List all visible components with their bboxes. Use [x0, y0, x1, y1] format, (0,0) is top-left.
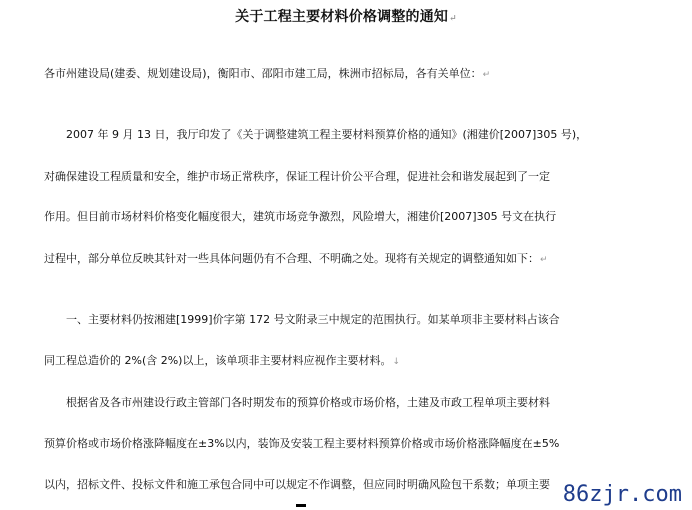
paragraph-line: 对确保建设工程质量和安全，维护市场正常秩序，保证工程计价公平合理，促进社会和谐发展起到了一定 — [44, 170, 550, 183]
title-text: 关于工程主要材料价格调整的通知 — [235, 9, 449, 25]
document-title — [0, 6, 692, 26]
watermark: 86zjr.com — [559, 482, 686, 508]
paragraph-line: 预算价格或市场价格涨降幅度在±3%以内，装饰及安装工程主要材料预算价格或市场价格涨降幅度在±5% — [44, 437, 560, 450]
paragraph-text: 同工程总造价的 2%(含 2%)以上，该单项非主要材料应视作主要材料。 — [44, 354, 392, 367]
paragraph-line: 作用。但目前市场材料价格变化幅度很大，建筑市场竞争激烈，风险增大，湘建价[2007]305 号文在执行 — [44, 210, 557, 223]
line-break-mark-icon: ↓ — [392, 357, 401, 367]
paragraph-mark-icon: ↵ — [540, 255, 548, 265]
text-cursor — [296, 504, 306, 507]
paragraph-line: 根据省及各市州建设行政主管部门各时期发布的预算价格或市场价格，土建及市政工程单项主要材料 — [66, 396, 550, 409]
paragraph-mark-icon: ↵ — [449, 14, 457, 24]
paragraph-line — [44, 354, 400, 369]
paragraph-line: 一、主要材料仍按湘建[1999]价字第 172 号文附录三中规定的范围执行。如某单项非主要材料占该合 — [66, 313, 560, 326]
paragraph-text: 过程中，部分单位反映其针对一些具体问题仍有不合理、不明确之处。现将有关规定的调整通知如下： — [44, 252, 539, 265]
paragraph-mark-icon: ↵ — [482, 70, 491, 80]
paragraph-line — [44, 252, 548, 267]
salutation-text: 各市州建设局(建委、规划建设局)，衡阳市、邵阳市建工局，株洲市招标局，各有关单位： — [44, 67, 482, 80]
salutation-line — [44, 67, 490, 82]
paragraph-line: 2007 年 9 月 13 日，我厅印发了《关于调整建筑工程主要材料预算价格的通知》(湘建价[2007]305 号)， — [66, 128, 588, 141]
paragraph-line: 以内，招标文件、投标文件和施工承包合同中可以规定不作调整，但应同时明确风险包干系数；单项主要 — [44, 478, 550, 491]
